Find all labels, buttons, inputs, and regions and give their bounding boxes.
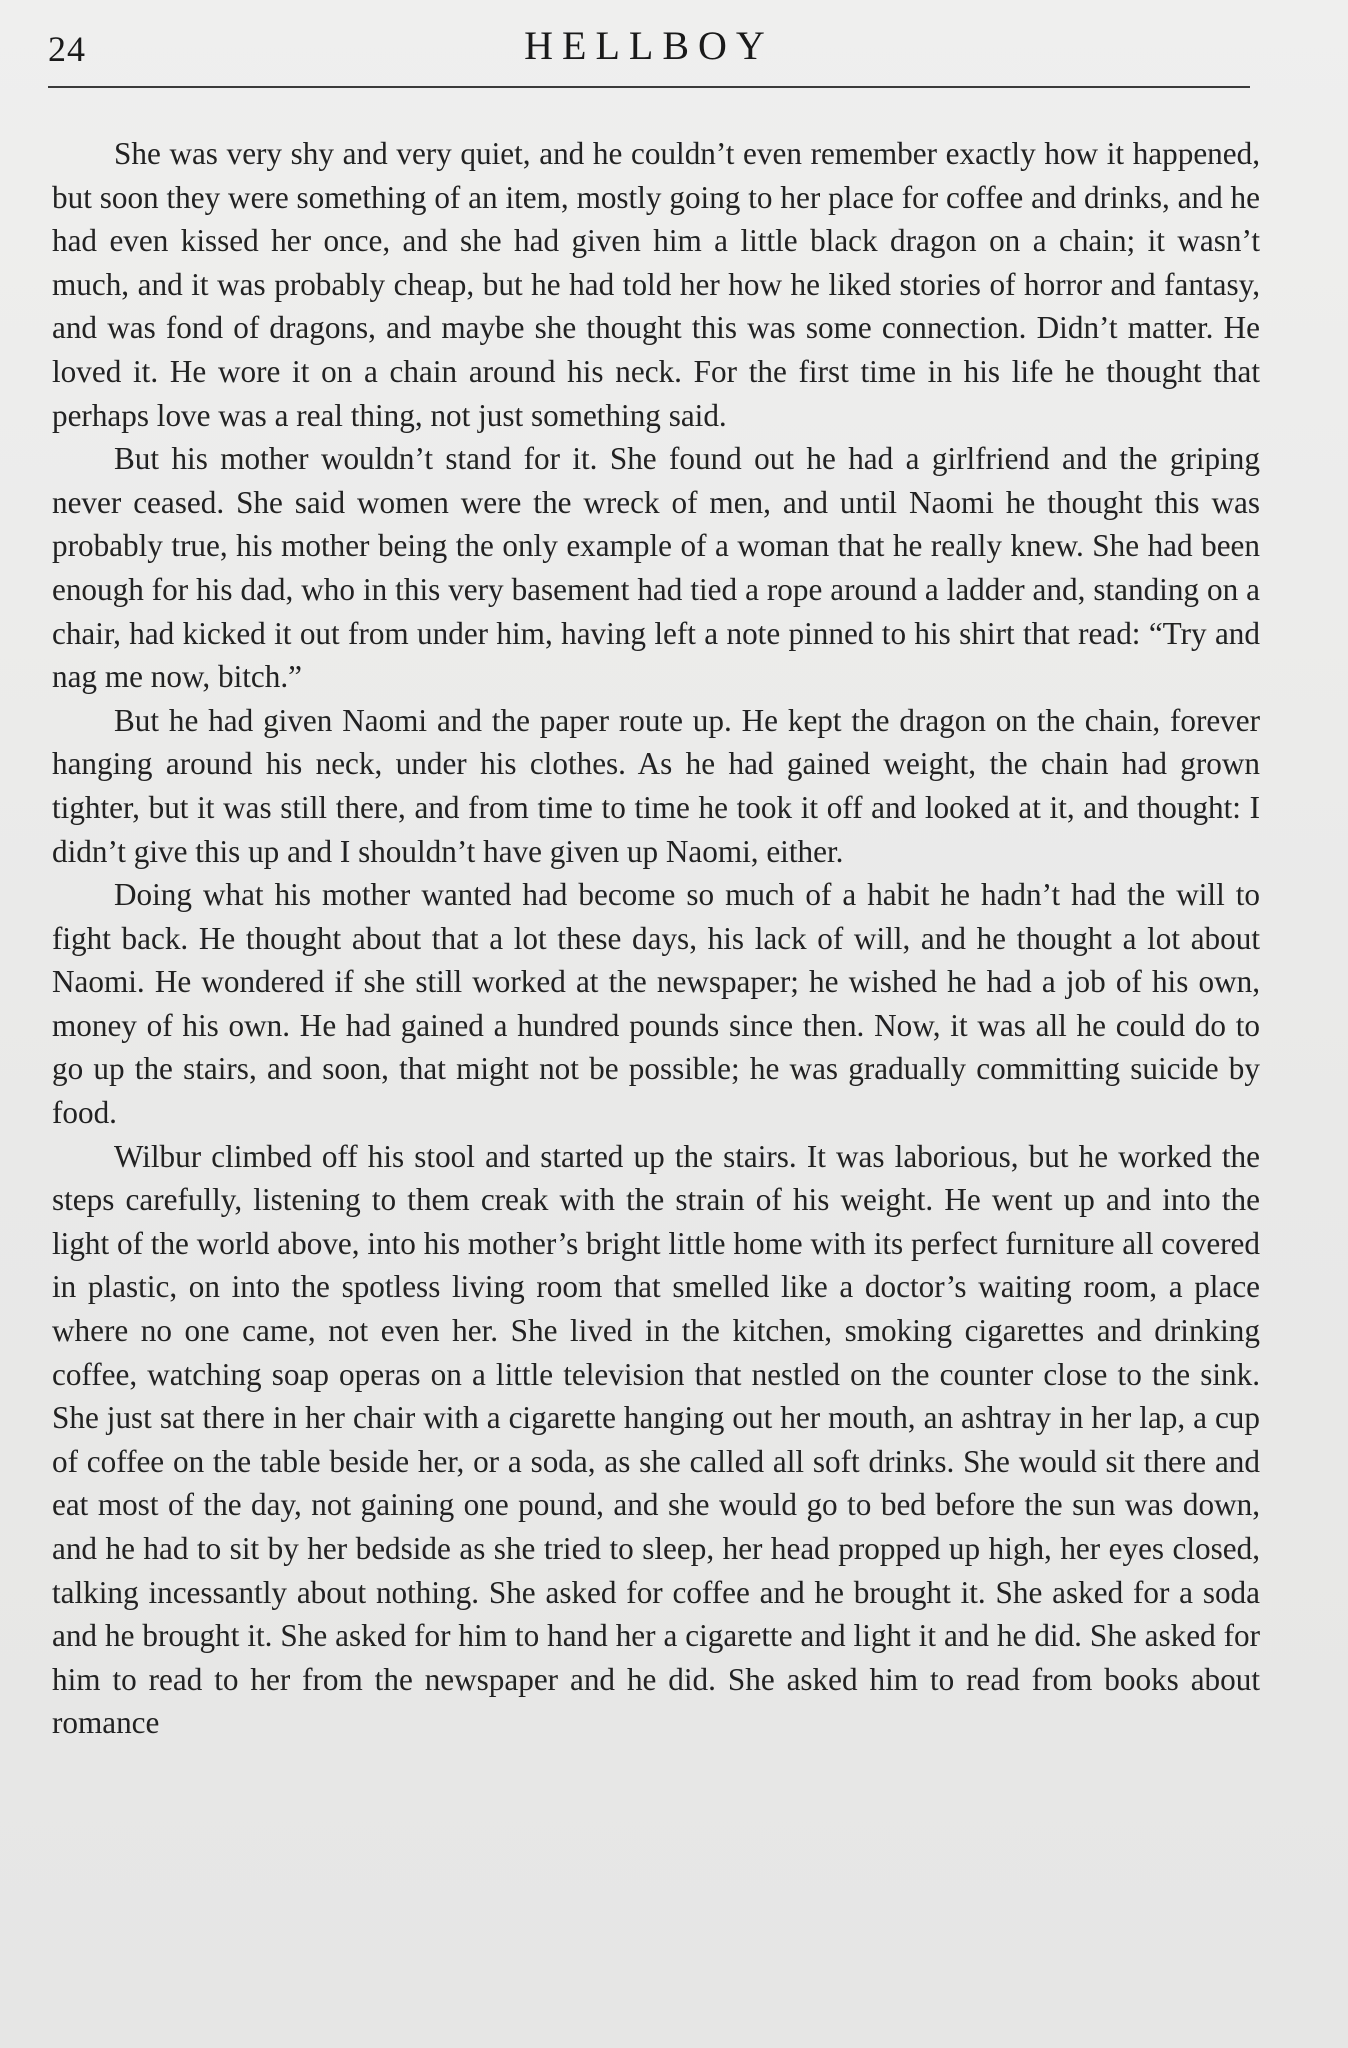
book-title: HELLBOY	[524, 23, 774, 68]
paragraph-3: But he had given Naomi and the paper route up. He kept the dragon on the chain, forever hanging around his neck, under his clothes. As he had gained weight, the chain had grown tighter, but it was still there, and from time to time he took it off and looked at it, and thought: I didn’t give this up and I shouldn’t have given up Naomi, either.	[52, 702, 1260, 869]
running-head	[48, 22, 1250, 84]
body-text	[52, 132, 1260, 1745]
paragraph-5: Wilbur climbed off his stool and started up the stairs. It was laborious, but he worked the steps carefully, listening to them creak with the strain of his weight. He went up and into the light of the world above, into his mother’s bright little home with its perfect furniture all covered in plastic, on into the spotless living room that smelled like a doctor’s waiting room, a place where no one came, not even her. She lived in the kitchen, smoking cigarettes and drinking coffee, watching soap operas on a little television that nestled on the counter close to the sink. She just sat there in her chair with a cigarette hanging out her mouth, an ashtray in her lap, a cup of coffee on the table beside her, or a soda, as she called all soft drinks. She would sit there and eat most of the day, not gaining one pound, and she would go to bed before the sun was down, and he had to sit by her bedside as she tried to sleep, her head propped up high, her eyes closed, talking incessantly about nothing. She asked for coffee and he brought it. She asked for a soda and he brought it. She asked for him to hand her a cigarette and light it and he did. She asked for him to read to her from the newspaper and he did. She asked him to read from books about romance	[52, 1138, 1260, 1741]
page-number: 24	[48, 29, 86, 69]
header-rule	[48, 86, 1250, 88]
paragraph-4: Doing what his mother wanted had become so much of a habit he hadn’t had the will to fight back. He thought about that a lot these days, his lack of will, and he thought a lot about Naomi. He wondered if she still worked at the newspaper; he wished he had a job of his own, money of his own. He had gained a hundred pounds since then. Now, it was all he could do to go up the stairs, and soon, that might not be possible; he was gradually committing suicide by food.	[52, 877, 1260, 1131]
paragraph-2: But his mother wouldn’t stand for it. She found out he had a girlfriend and the griping never ceased. She said women were the wreck of men, and until Naomi he thought this was probably true, his mother being the only example of a woman that he really knew. She had been enough for his dad, who in this very basement had tied a rope around a ladder and, standing on a chair, had kicked it out from under him, having left a note pinned to his shirt that read: “Try and nag me now, bitch.”	[52, 441, 1260, 695]
paragraph-1: She was very shy and very quiet, and he couldn’t even remember exactly how it happened, but soon they were something of an item, mostly going to her place for coffee and drinks, and he had even kissed her once, and she had given him a little black dragon on a chain; it wasn’t much, and it was probably cheap, but he had told her how he liked stories of horror and fantasy, and was fond of dragons, and maybe she thought this was some connection. Didn’t matter. He loved it. He wore it on a chain around his neck. For the first time in his life he thought that perhaps love was a real thing, not just something said.	[52, 136, 1260, 433]
